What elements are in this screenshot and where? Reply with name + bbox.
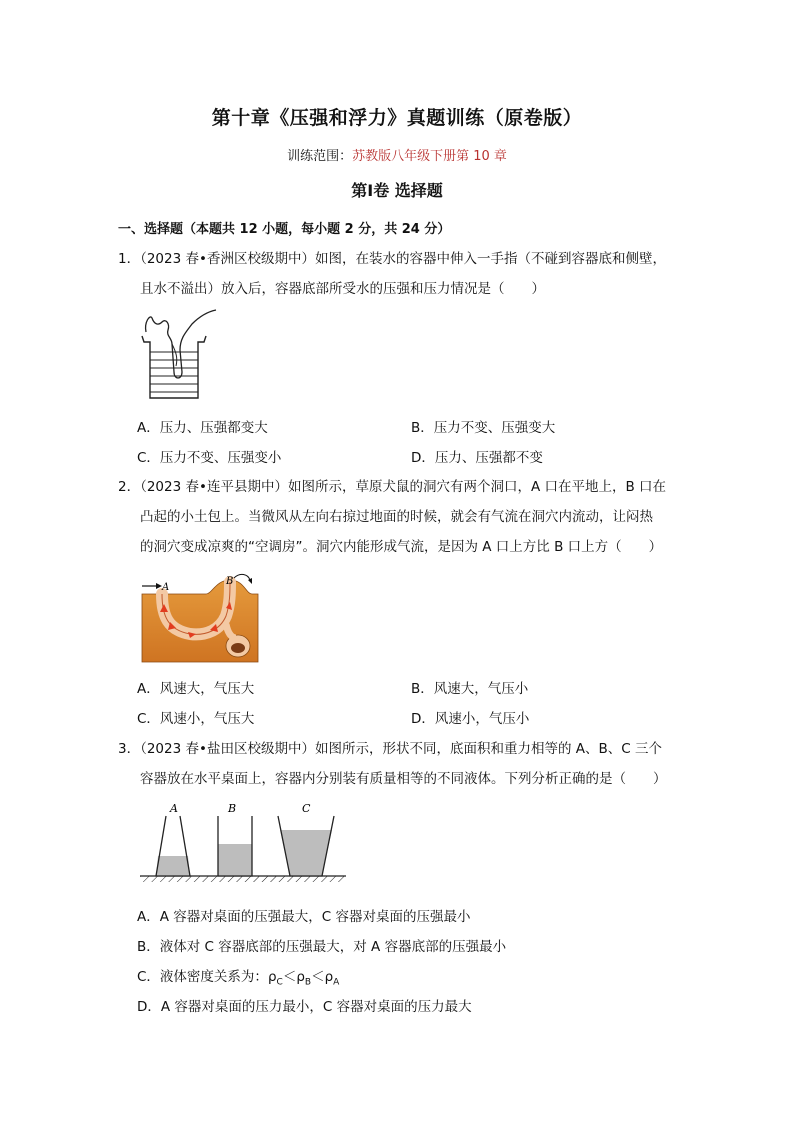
question-1 xyxy=(118,244,693,304)
density-rho-a: ρ xyxy=(324,969,334,985)
q2-option-c[interactable]: C．风速小，气压大 xyxy=(137,711,255,727)
question-3-line2: 容器放在水平桌面上，容器内分别装有质量相等的不同液体。下列分析正确的是（ ） xyxy=(140,771,667,787)
page-title: 第十章《压强和浮力》真题训练（原卷版） xyxy=(211,107,583,129)
burrow-label-b: B xyxy=(226,576,234,587)
q1-option-b[interactable]: B．压力不变、压强变大 xyxy=(411,420,556,436)
range-prefix: 训练范围： xyxy=(287,149,353,164)
density-sub-a: A xyxy=(333,977,340,988)
q2-option-d[interactable]: D．风速小，气压小 xyxy=(411,711,530,727)
question-3-line1: 3．（2023 春•盐田区校级期中）如图所示，形状不同，底面积和重力相等的 A、B、C 三个 xyxy=(118,741,662,757)
container-label-a: A xyxy=(170,802,178,815)
q2-option-b[interactable]: B．风速大，气压小 xyxy=(411,681,529,697)
burrow-label-a: A xyxy=(162,582,170,593)
density-sub-b: B xyxy=(304,977,312,988)
q3-option-c[interactable] xyxy=(137,965,339,988)
q1-option-a[interactable]: A．压力、压强都变大 xyxy=(137,420,268,436)
question-2-line2: 凸起的小土包上。当微风从左向右掠过地面的时候，就会有气流在洞穴内流动，让闷热 xyxy=(140,509,653,525)
question-2 xyxy=(118,472,693,562)
range-value: 苏教版八年级下册第 10 章 xyxy=(352,149,507,164)
q2-option-a[interactable]: A．风速大，气压大 xyxy=(137,681,255,697)
section-heading: 一、选择题（本题共 12 小题，每小题 2 分，共 24 分） xyxy=(118,222,451,237)
volume-heading: 第Ⅰ卷 选择题 xyxy=(351,181,443,200)
container-label-b: B xyxy=(228,802,237,815)
three-containers-figure xyxy=(140,800,350,886)
question-2-line3: 的洞穴变成凉爽的“空调房”。洞穴内能形成气流，是因为 A 口上方比 B 口上方（ ） xyxy=(140,539,663,555)
question-1-line2: 且水不溢出）放入后，容器底部所受水的压强和压力情况是（ ） xyxy=(140,281,545,297)
density-lt-1: ＜ xyxy=(282,969,297,985)
q3-option-c-text: C．液体密度关系为： xyxy=(137,969,268,985)
training-range xyxy=(0,145,794,164)
question-2-line1: 2．（2023 春•连平县期中）如图所示，草原犬鼠的洞穴有两个洞口，A 口在平地上，B 口在 xyxy=(118,479,667,495)
beaker-finger-figure xyxy=(136,308,226,404)
q3-option-a[interactable]: A．A 容器对桌面的压强最大，C 容器对桌面的压强最小 xyxy=(137,909,471,925)
density-sub-c: C xyxy=(276,977,283,988)
question-1-line1: 1．（2023 春•香洲区校级期中）如图，在装水的容器中伸入一手指（不碰到容器底和侧壁， xyxy=(118,251,666,267)
container-label-c: C xyxy=(302,802,311,815)
q1-option-c[interactable]: C．压力不变、压强变小 xyxy=(137,450,282,466)
q3-option-d[interactable]: D．A 容器对桌面的压力最小，C 容器对桌面的压力最大 xyxy=(137,999,472,1015)
q1-option-d[interactable]: D．压力、压强都不变 xyxy=(411,450,543,466)
density-rho-c: ρ xyxy=(267,969,277,985)
q3-option-b[interactable]: B．液体对 C 容器底部的压强最大，对 A 容器底部的压强最小 xyxy=(137,939,507,955)
question-3 xyxy=(118,734,693,794)
density-rho-b: ρ xyxy=(296,969,305,985)
density-lt-2: ＜ xyxy=(311,969,325,985)
prairie-dog-burrow-figure xyxy=(140,572,260,664)
